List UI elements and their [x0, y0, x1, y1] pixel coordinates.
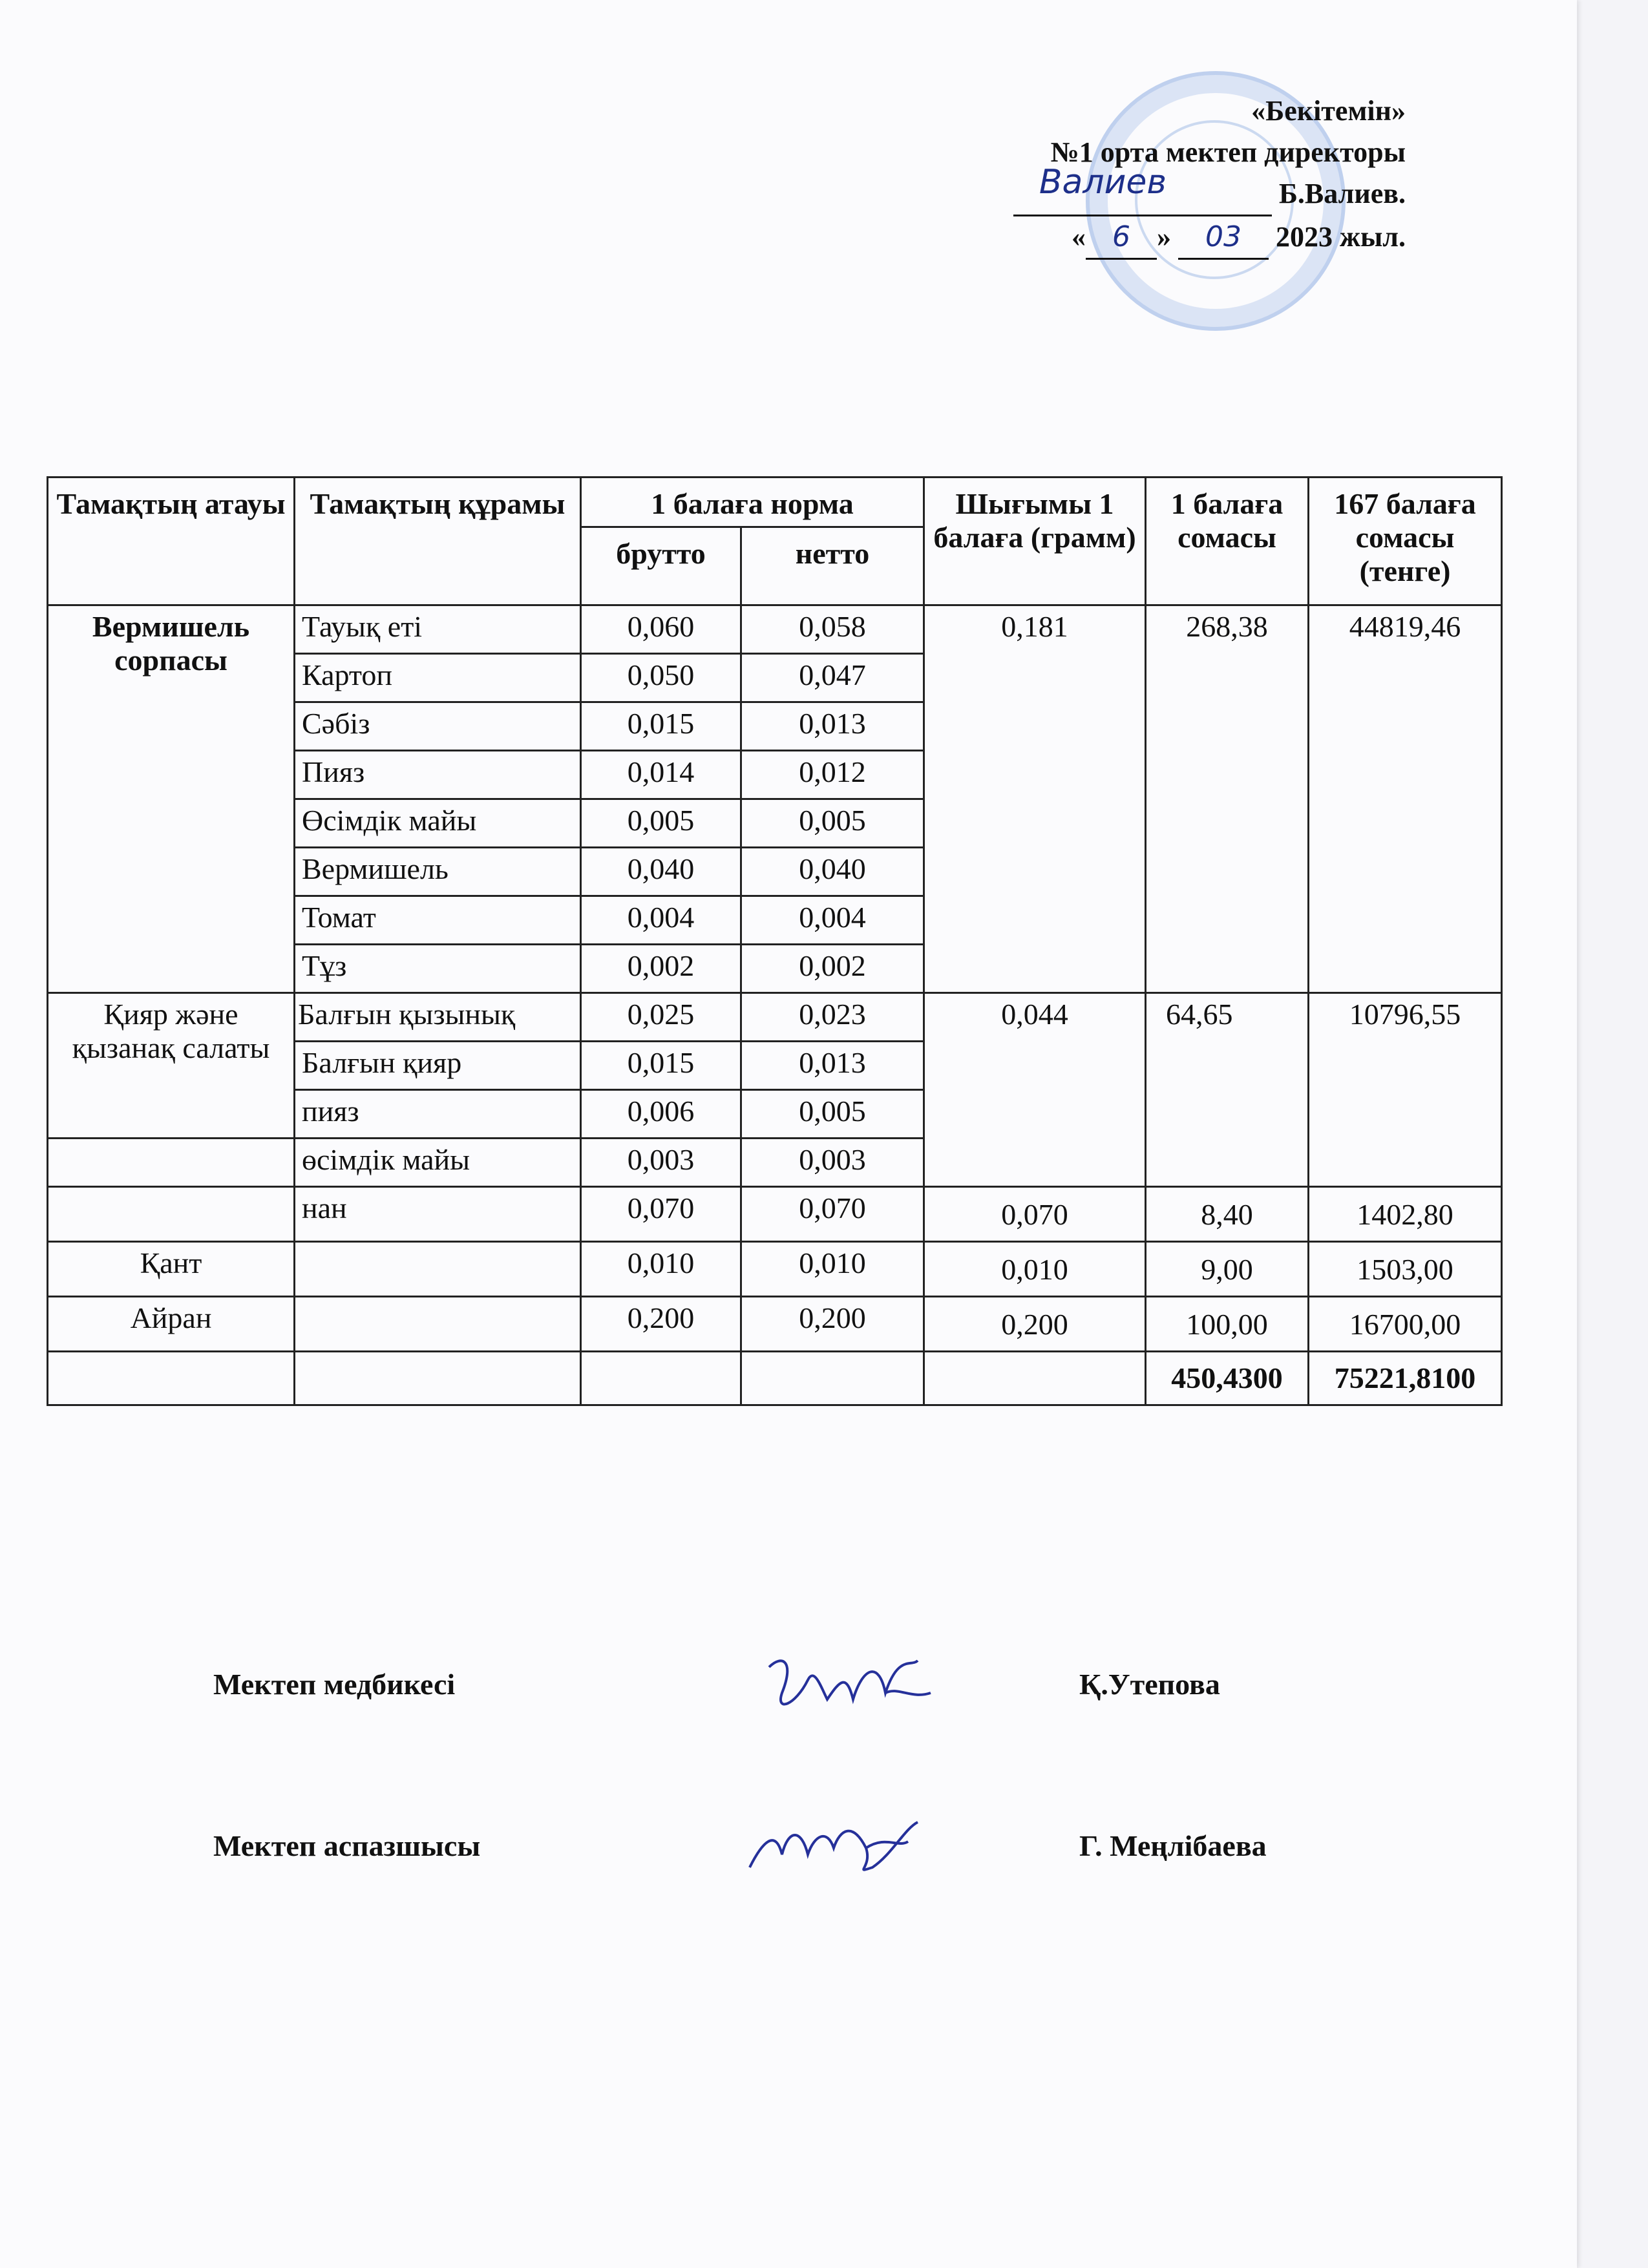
sum-one-cell: 9,00 [1146, 1242, 1309, 1297]
ingredient-cell: пияз [295, 1090, 581, 1139]
soup-consumption: 0,181 [924, 605, 1146, 993]
consumption-cell: 0,200 [924, 1297, 1146, 1352]
brutto-cell: 0,006 [581, 1090, 741, 1139]
table-row [48, 1297, 1502, 1352]
netto-cell: 0,047 [741, 654, 924, 702]
table-row [48, 1242, 1502, 1297]
header-netto: нетто [741, 527, 924, 605]
totals-row [48, 1352, 1502, 1405]
empty-cell [581, 1352, 741, 1405]
ingredient-cell [295, 1297, 581, 1352]
sum-total-cell: 1503,00 [1309, 1242, 1502, 1297]
director-signature-line [902, 163, 1406, 216]
dish-name-bread [48, 1187, 295, 1242]
menu-table [47, 476, 1503, 1406]
dish-name-sugar: Қант [48, 1242, 295, 1297]
salad-sum-one: 64,65 [1146, 993, 1309, 1187]
date-day: 6 [1086, 216, 1157, 260]
netto-cell: 0,040 [741, 848, 924, 896]
consumption-cell: 0,010 [924, 1242, 1146, 1297]
header-dish-name: Тамақтың атауы [48, 478, 295, 605]
soup-sum-one: 268,38 [1146, 605, 1309, 993]
netto-cell: 0,004 [741, 896, 924, 945]
brutto-cell: 0,015 [581, 702, 741, 751]
empty-cell [924, 1352, 1146, 1405]
empty-cell [48, 1139, 295, 1187]
netto-cell: 0,010 [741, 1242, 924, 1297]
total-sum-one: 450,4300 [1146, 1352, 1309, 1405]
netto-cell: 0,058 [741, 605, 924, 654]
cook-role: Мектеп аспазшысы [213, 1829, 481, 1862]
empty-cell [741, 1352, 924, 1405]
ingredient-cell: нан [295, 1187, 581, 1242]
sum-one-cell: 100,00 [1146, 1297, 1309, 1352]
brutto-cell: 0,014 [581, 751, 741, 799]
brutto-cell: 0,070 [581, 1187, 741, 1242]
date-close-quote: » [1157, 221, 1172, 253]
salad-sum-total: 10796,55 [1309, 993, 1502, 1187]
director-position: №1 орта мектеп директоры [1050, 136, 1406, 168]
ingredient-cell: Картоп [295, 654, 581, 702]
netto-cell: 0,023 [741, 993, 924, 1042]
dish-name-salad: Қияр және қызанақ салаты [48, 993, 295, 1139]
ingredient-cell: өсімдік майы [295, 1139, 581, 1187]
total-sum-total: 75221,8100 [1309, 1352, 1502, 1405]
brutto-cell: 0,003 [581, 1139, 741, 1187]
date-month: 03 [1178, 216, 1269, 260]
ingredient-cell: Сәбіз [295, 702, 581, 751]
brutto-cell: 0,060 [581, 605, 741, 654]
empty-cell [48, 1352, 295, 1405]
sum-one-cell: 8,40 [1146, 1187, 1309, 1242]
netto-cell: 0,013 [741, 702, 924, 751]
netto-cell: 0,200 [741, 1297, 924, 1352]
approval-block [902, 90, 1406, 260]
dish-name-soup: Вермишель сорпасы [48, 605, 295, 993]
dish-name-ayran: Айран [48, 1297, 295, 1352]
brutto-cell: 0,002 [581, 945, 741, 993]
consumption-cell: 0,070 [924, 1187, 1146, 1242]
header-sum-one: 1 балаға сомасы [1146, 478, 1309, 605]
ingredient-cell: Тұз [295, 945, 581, 993]
ingredient-cell: Тауық еті [295, 605, 581, 654]
brutto-cell: 0,005 [581, 799, 741, 848]
brutto-cell: 0,015 [581, 1042, 741, 1090]
netto-cell: 0,005 [741, 799, 924, 848]
brutto-cell: 0,200 [581, 1297, 741, 1352]
table-row [48, 993, 1502, 1042]
sum-total-cell: 1402,80 [1309, 1187, 1502, 1242]
table-row [48, 605, 1502, 654]
netto-cell: 0,005 [741, 1090, 924, 1139]
brutto-cell: 0,025 [581, 993, 741, 1042]
nurse-role: Мектеп медбикесі [213, 1668, 456, 1701]
netto-cell: 0,003 [741, 1139, 924, 1187]
brutto-cell: 0,004 [581, 896, 741, 945]
ingredient-cell: Вермишель [295, 848, 581, 896]
date-open-quote: « [1072, 221, 1086, 253]
ingredient-cell: Балғын қияр [295, 1042, 581, 1090]
netto-cell: 0,002 [741, 945, 924, 993]
header-brutto: брутто [581, 527, 741, 605]
ingredient-cell: Балғын қызынық [295, 993, 581, 1042]
header-sum-total: 167 балаға сомасы (тенге) [1309, 478, 1502, 605]
netto-cell: 0,070 [741, 1187, 924, 1242]
cook-handwritten-signature [743, 1803, 937, 1893]
header-norm-group: 1 балаға норма [581, 478, 924, 527]
ingredient-cell: Пияз [295, 751, 581, 799]
header-composition: Тамақтың құрамы [295, 478, 581, 605]
nurse-handwritten-signature [756, 1641, 950, 1732]
soup-sum-total: 44819,46 [1309, 605, 1502, 993]
salad-consumption: 0,044 [924, 993, 1146, 1187]
brutto-cell: 0,010 [581, 1242, 741, 1297]
sum-total-cell: 16700,00 [1309, 1297, 1502, 1352]
director-signature-field [1013, 163, 1272, 216]
nurse-name: Қ.Утепова [1079, 1668, 1220, 1701]
brutto-cell: 0,040 [581, 848, 741, 896]
netto-cell: 0,012 [741, 751, 924, 799]
brutto-cell: 0,050 [581, 654, 741, 702]
ingredient-cell: Томат [295, 896, 581, 945]
approval-title: «Бекітемін» [1251, 95, 1406, 127]
director-name: Б.Валиев. [1278, 178, 1406, 209]
empty-cell [295, 1352, 581, 1405]
director-handwritten-signature: Валиев [1039, 163, 1167, 202]
header-consumption: Шығымы 1 балаға (грамм) [924, 478, 1146, 605]
date-year: 2023 жыл. [1276, 221, 1406, 253]
approval-date [902, 216, 1406, 260]
netto-cell: 0,013 [741, 1042, 924, 1090]
ingredient-cell: Өсімдік майы [295, 799, 581, 848]
cook-name: Г. Меңлібаева [1079, 1829, 1267, 1862]
ingredient-cell [295, 1242, 581, 1297]
table-row [48, 1187, 1502, 1242]
